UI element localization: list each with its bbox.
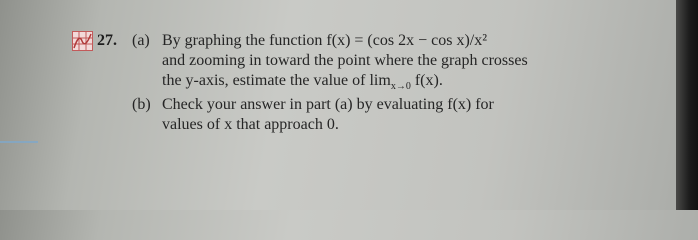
part-a-label: (a)	[132, 32, 150, 49]
graphing-calculator-icon	[72, 31, 93, 51]
part-a-line-1	[162, 32, 487, 50]
margin-rule	[0, 141, 38, 143]
part-b-line-2: values of x that approach 0.	[162, 116, 339, 133]
part-a-function: f(x) = (cos 2x − cos x)/x²	[326, 32, 488, 49]
part-b-line-1: Check your answer in part (a) by evaluating f(x) for	[162, 96, 494, 113]
part-a-line-3-end: f(x).	[410, 72, 443, 89]
part-a-line-3	[162, 72, 443, 92]
part-b-label: (b)	[132, 96, 151, 113]
page-edge-shadow	[676, 0, 698, 210]
part-a-line-2: and zooming in toward the point where the graph crosses	[162, 52, 528, 69]
problem-number: 27.	[97, 32, 117, 49]
limit-subscript: x→0	[390, 81, 411, 93]
part-a-line-3-text: the y-axis, estimate the value of lim	[162, 72, 391, 89]
part-a-line-1-prefix: By graphing the function	[162, 32, 327, 49]
